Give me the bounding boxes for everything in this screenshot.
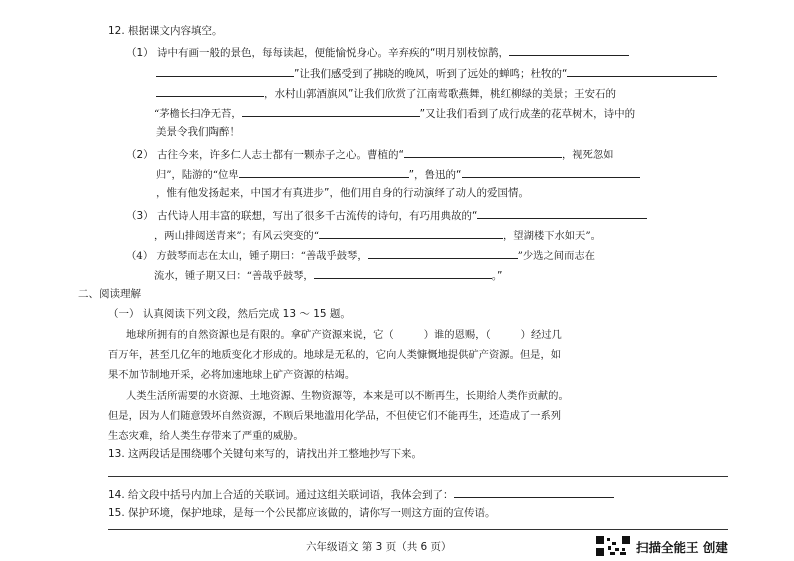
passage-text: ）经过几 xyxy=(520,329,562,341)
q12-p4-text1b: ”少选之间而志在 xyxy=(517,250,595,262)
q12-p1-line2 xyxy=(156,65,717,81)
q12-p2-line3: ，惟有他发扬起来，中国才有真进步”，他们用自身的行动演绎了动人的爱国情。 xyxy=(156,187,529,199)
q12-p3-line1 xyxy=(126,207,647,223)
passage-text: ）谁的恩赐，（ xyxy=(423,329,491,341)
answer-blank[interactable] xyxy=(368,247,518,259)
passage-para1-line3: 果不加节制地开采，必将加速地球上矿产资源的枯竭。 xyxy=(108,369,356,381)
q14-text: 14. 给文段中括号内加上合适的关联词。通过这组关联词语，我体会到了： xyxy=(108,489,454,501)
q12-p3-text2a: ，两山排闼送青来”；有风云突变的“ xyxy=(154,230,319,242)
q12-p1-line1 xyxy=(126,44,629,60)
answer-blank[interactable] xyxy=(567,65,717,77)
answer-blank[interactable] xyxy=(314,267,492,279)
answer-blank[interactable] xyxy=(404,146,562,158)
q12-p4-line2 xyxy=(154,267,502,283)
q12-p1-line3 xyxy=(156,85,616,101)
q12-p3-line2 xyxy=(154,227,601,243)
q15-answer-line[interactable] xyxy=(108,529,728,530)
passage-para2-line3: 生态灾难，给人类生存带来了严重的威胁。 xyxy=(108,430,304,442)
answer-blank[interactable] xyxy=(156,65,294,77)
q12-p3-text1a: （3） 古代诗人用丰富的联想，写出了很多千古流传的诗句，有巧用典故的“ xyxy=(126,210,478,222)
answer-blank[interactable] xyxy=(242,105,420,117)
q12-p4-text2b: 。” xyxy=(491,270,503,282)
q13-prompt: 13. 这两段话是围绕哪个关键句来写的，请找出并工整地抄写下来。 xyxy=(108,448,423,460)
passage-para2-line2: 但是，因为人们随意毁坏自然资源，不顾后果地滥用化学品，不但使它们不能再生，还造成了一系列 xyxy=(108,410,562,422)
answer-blank[interactable] xyxy=(239,166,409,178)
q12-p2-text2b: ”，鲁迅的“ xyxy=(408,169,462,181)
q12-p1-text1: （1） 诗中有画一般的景色，每每读起，便能愉悦身心。辛弃疾的“明月别枝惊鹊， xyxy=(126,47,509,59)
answer-blank[interactable] xyxy=(509,44,629,56)
passage-para1-line1 xyxy=(126,328,562,342)
q12-p1-line5: 美景令我们陶醉！ xyxy=(156,126,240,138)
q15-prompt: 15. 保护环境，保护地球，是每一个公民都应该做的，请你写一则这方面的宣传语。 xyxy=(108,507,496,519)
q12-p1-text3: ，水村山郭酒旗风”让我们欣赏了江南莺歌燕舞，桃红柳绿的美景；王安石的 xyxy=(264,88,616,100)
passage-para1-line2: 百万年，甚至几亿年的地质变化才形成的。地球是无私的，它向人类慷慨地提供矿产资源。但是，如 xyxy=(108,349,562,361)
q12-p3-text2b: ，望湖楼下水如天”。 xyxy=(502,230,601,242)
answer-blank[interactable] xyxy=(454,486,614,498)
answer-blank[interactable] xyxy=(156,85,264,97)
section2-heading: 二、阅读理解 xyxy=(78,288,141,300)
q12-p2-line2 xyxy=(156,166,640,182)
q12-p4-text1a: （4） 方鼓琴而志在太山，锺子期曰：“善哉乎鼓琴， xyxy=(126,250,368,262)
q12-p4-text2a: 流水，锺子期又曰：“善哉乎鼓琴， xyxy=(154,270,314,282)
section2-subheading: （一） 认真阅读下列文段，然后完成 13 ～ 15 题。 xyxy=(108,308,351,320)
q14-prompt xyxy=(108,486,614,502)
q13-answer-line[interactable] xyxy=(108,476,728,477)
q12-p1-line4 xyxy=(154,105,635,121)
qr-code-icon xyxy=(596,536,630,556)
page-footer: 六年级语文 第 3 页（共 6 页） xyxy=(306,541,452,553)
passage-para2-line1: 人类生活所需要的水资源、土地资源、生物资源等，本来是可以不断再生，长期给人类作贡献的。 xyxy=(126,390,569,402)
q12-p4-line1 xyxy=(126,247,595,263)
passage-text: 地球所拥有的自然资源也是有限的。拿矿产资源来说，它（ xyxy=(126,329,394,341)
scanner-watermark: 扫描全能王 创建 xyxy=(636,540,728,555)
answer-blank[interactable] xyxy=(477,207,647,219)
q12-title: 12. 根据课文内容填空。 xyxy=(108,25,223,37)
q12-p2-text1a: （2） 古往今来，许多仁人志士都有一颗赤子之心。曹植的“ xyxy=(126,149,404,161)
q12-p2-text1b: ，视死忽如 xyxy=(561,149,614,161)
q12-p1-text4b: ”又让我们看到了成行成垄的花草树木，诗中的 xyxy=(419,108,636,120)
q12-p1-text4a: “茅檐长扫净无苔， xyxy=(154,108,242,120)
q12-p2-text2a: 归”，陆游的“位卑 xyxy=(156,169,239,181)
answer-blank[interactable] xyxy=(462,166,640,178)
q12-p1-text2: ”让我们感受到了拂晓的晚风，听到了远处的蝉鸣；杜牧的“ xyxy=(294,68,568,80)
answer-blank[interactable] xyxy=(319,227,503,239)
q12-p2-line1 xyxy=(126,146,613,162)
